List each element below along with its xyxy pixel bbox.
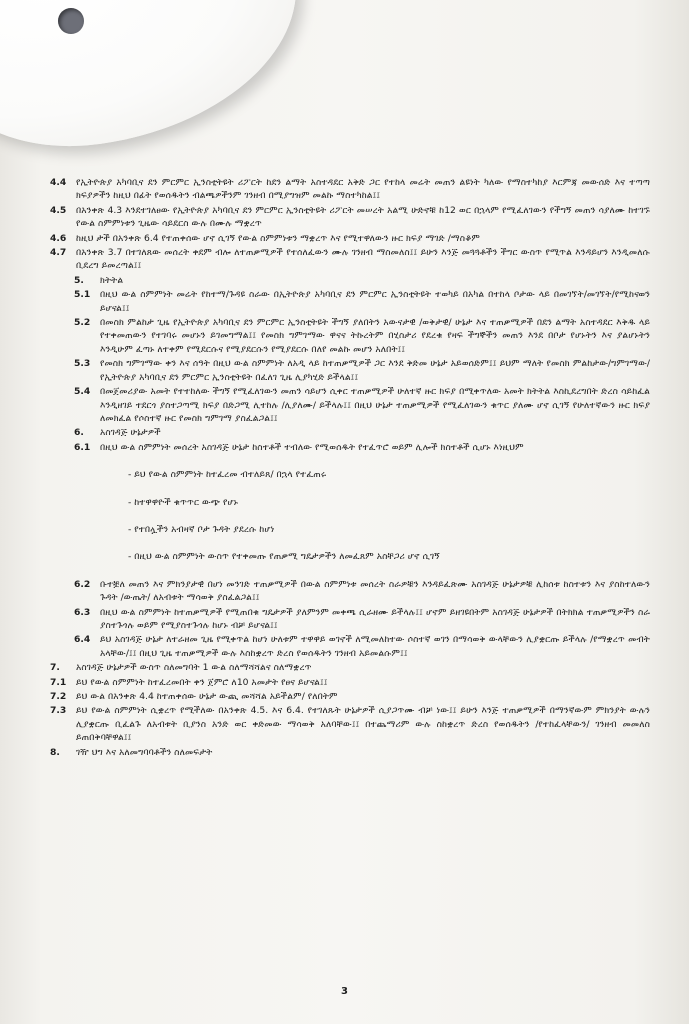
- clause-text: በመስክ ምልከታ ጊዜ የኢትዮጵያ አካባቢና ደን ምርምር ኢንስቲትዩት ችግኝ ያለበትን አውናታዊ /ወቅታዊ/ ሁኔታ እና ተጠቃሚዎች በደን ልማት አስተዳደር እቅዱ ላይ የተቀመጠውን የተገባሩ መሆኑን ይገመግማል፤፤ የመስክ ግምገማው ዋናና ትኩረትም በሂስታሪ የደረቁ የዛፍ ችግኞችን መጠን እንደ በቦታ የሆኑትን እና ያልሆኑትን እንዲሁም ፈጣኑ ለተቀም የሚደርሱና የሚያደርሱን የሚያደርሱ በለየ መልኩ መሆን አለበት፤፤: [100, 317, 650, 355]
- clause-5-3: [74, 357, 650, 384]
- clause-text: ይህ ውል በአንቀጽ 4.4 ከተጠቀሰው ሁኔታ ውጪ መሻሻል አይችልም/ የለበትም: [76, 691, 338, 702]
- clause-5-2: [74, 316, 650, 356]
- clause-7-3: [50, 704, 650, 744]
- clause-text: በዚህ ውል ስምምነት ከተጠቃሚዎች የሚጠበቁ ግዴታዎች ያለምንም መቀጫ ሲራዘሙ ይችላሉ፤፤ ሆኖም ይዘገዩበትም አስገዳጅ ሁኔታዎች በትክክል ተጠቃሚዎችን ስራ ያስተጉጎሉ ወይም የሚያስተጉጎሉ ከሆኑ ብቻ ይሆናል፤፤: [100, 606, 650, 631]
- section-7-heading: [50, 661, 650, 674]
- bullet-item: - በዚህ ውል ስምምነት ውስጥ የተቀመጡ የጠቃሚ ግዴታዎችን ለመፈጸም አስቸጋሪ ሆኖ ሲገኝ: [128, 551, 440, 563]
- clause-text: በዚህ ውል ስምምነት መሰረት አስገዳጅ ሁኔታ ከስተቶች ተብለው የሚወሰዱት የተፈጥሮ ወይም ሊሎች ክስተቶች ሲሆኑ እነዚህም: [100, 441, 524, 453]
- section-8-heading: [50, 746, 650, 759]
- clause-text: በአንቀጽ 3.7 በተገለጸው መሰረት ቀደም ብሎ ለተጠቃሚዎች የተሰለፈውን ሙሉ ገንዘብ ማስመለስ፤፤ ይሁን እንጅ መጓጓቶችን ችግር ውስጥ የሚጥል እንዳይሆን እንዲመለሱ ቢደረግ ይመረጣል፤፤: [76, 247, 650, 272]
- clause-number: 4.7: [50, 247, 67, 259]
- section-number: 8.: [50, 746, 60, 758]
- section-number: 5.: [74, 274, 84, 286]
- clause-number: 5.1: [74, 289, 91, 301]
- clause-4-7: [50, 246, 650, 273]
- clause-number: 7.2: [50, 691, 67, 702]
- clause-text: ይህ አስገዳጅ ሁኔታ ለተራዘመ ጊዜ የሚቀጥል ከሆነ ሁለቱም ተዋዋይ ወገኖች ለሚመለከተው ሶስተኛ ወገን በማሳወቅ ውላቸውን ሊያቋርጡ ይችላሉ /የማቋረጥ መብት አላቸው/፤፤ በዚህ ጊዜ ተጠቃሚዎች ውሉ እስከቋረጥ ድረስ የወሰዱትን ገንዘብ አይመልሱም፤፤: [100, 634, 650, 659]
- clause-text: የኢትዮጵያ አካባቢና ደን ምርምር ኢንስቲትዩት ሪፖርት ከደን ልማት አስተዳደር አቅድ ጋር የተከላ መሬት መጠን ልዩነት ካለው የማስተካከያ እርምጃ መውሰድ እና ተጣጣ ክፍያዎችን ከዚህ በፊት የወሰዱትን ብልጫዎችንም ገንዘብ በሚያግዝም መልኩ ማስተካከል፤፤: [76, 177, 650, 202]
- bullet-item: - የተበሏችን አብዛኛ ቦታ ጉዳት ያደረሱ ከሆነ: [128, 523, 275, 535]
- bullet-item: - ይህ የውል ስምምነት ከተፈረመ ብተለይጸ/ በኋላ የተፈጠሩ: [128, 469, 327, 481]
- clause-number: 5.3: [74, 358, 91, 370]
- folded-corner: [0, 0, 314, 164]
- section-title: አስገዳጅ ሁኔታዎች ውስጥ ስለመግባት 1 ውል ስለማሻሻልና ስለማቋረጥ: [76, 662, 312, 674]
- clause-number: 6.1: [74, 441, 91, 453]
- clause-6-1: [74, 441, 650, 454]
- page-number: 3: [341, 986, 348, 997]
- clause-text: ቡተቿለ መጠን እና ምክንያታዊ በሆነ መንገድ ተጠቃሚዎች በውል ስምምነቱ መሰረት ስራዎቹን እንዳይፈጽሙ አስገዳጅ ሁኔታዎቹ ሊከሰቱ ከስተቱን እና ያስከተለውን ጉዳት /ውጤት/ ለአብቱት ማሳወቅ ያስፈልጋል፤፤: [100, 578, 650, 604]
- section-6-heading: [74, 426, 650, 439]
- clause-4-4: [50, 176, 650, 203]
- clause-5-4: [74, 385, 650, 425]
- clause-6-4: [74, 633, 650, 660]
- clause-4-6: [50, 232, 650, 245]
- clause-6-3: [74, 606, 650, 633]
- punch-hole: [58, 8, 84, 34]
- clause-text: የመስክ ግምገማው ቀን እና ሰዓት በዚህ ውል ስምምነት ለአዲ ላይ ከተጠቃሚዎች ጋር እንደ ቅድመ ሁኔታ አይወሰድም፤፤ ይህም ማለት የመስክ ምልከታው/ግምገማው/ የኢትዮጵያ አካባቢና ደን ምርምር ኢንስቲትዩት በፈለገ ጊዜ ሊያካሂድ ይችላል፤፤: [100, 358, 650, 383]
- section-5-heading: [74, 274, 650, 287]
- section-title: ገዥ ህግ እና አለመግባባቶችን ስለመፍታት: [76, 746, 213, 758]
- section-number: 7.: [50, 662, 60, 674]
- clause-number: 6.2: [74, 578, 91, 590]
- bullet-item: - ከተዋዋዮች ቁጥጥር ውጭ የሆኑ: [128, 496, 239, 508]
- clause-text: ከዚህ ታች በአንቀጽ 6.4 የተጠቀሰው ሆኖ ሲገኝ የውል ስምምነቱን ማቋረጥ እና የሚተዋለውን ዙር ክፍያ ማገድ /ማስቆም: [76, 232, 481, 244]
- clause-number: 5.2: [74, 317, 91, 329]
- clause-number: 4.6: [50, 232, 67, 244]
- clause-4-5: [50, 204, 650, 231]
- clause-7-2: [50, 690, 650, 703]
- clause-text: በመጀመሪያው አመት የተተከለው ችግኝ የሚፈለገውን መጠን ሳይሆን ሲቀር ተጠቃሚዎች ሁለተኛ ዙር ክፍያ በሚቀጥለው አመት ክትትል እስኪደረግበት ድረስ ሳይከፈል እንዲዘገይ ተደርጎ ያስተጋጣሚ ክፍያ በድጋሚ ሊተከሉ /ሊያለሙ/ ይችላሉ፤፤ በዚህ ሁኔታ ተጠቃሚዎች የሚፈለገውን ቁጥር ያለሙ ሆኖ ሲገኝ የሁለተኛውን ዙር ክፍያ ለመክፈል የሶስተኛ ዙር የመስክ ግምገማ ያስፈልጋል፤፤: [100, 386, 650, 424]
- clause-text: ይህ የውል ስምምነት ከተፈረመበት ቀን ጀምሮ ለ10 አመታት የፀና ይሆናል፤፤: [76, 676, 328, 688]
- clause-number: 6.3: [74, 606, 91, 618]
- clause-6-2: [74, 578, 650, 605]
- clause-number: 5.4: [74, 386, 91, 398]
- clause-5-1: [74, 288, 650, 315]
- clause-7-1: [50, 676, 650, 689]
- section-number: 6.: [74, 427, 84, 439]
- section-title: አስገዳጅ ሁኔታዎች: [100, 427, 161, 439]
- clause-text: በዚህ ውል ስምምነት መሬት የከተማ/ጉዳዩ ስራው በኢትዮጵያ አካባቢና ደን ምርምር ኢንስቲትዩት ተወካይ በአካል በተከላ ቦታው ላይ በመገኘት/መገኘት/የሚከናወን ይሆናል፤፤: [100, 289, 650, 314]
- clause-text: በአንቀጽ 4.3 እንደተገለፀው የኢትዮጵያ አካባቢና ደን ምርምር ኢንስቲትዩት ሪፖርት መሠረት አልሚ ሁድኖቹ ከ12 ወር በኋላም የሚፈለገውን የችግኝ መጠን ሳያለሙ ከተገኙ የውል ስምምነቱን ጊዜው ሳይደርስ ውሉ በሙሉ ማቋረጥ: [76, 204, 650, 230]
- document-body: [50, 176, 650, 760]
- section-title: ክትትል: [100, 274, 124, 286]
- clause-number: 7.1: [50, 676, 67, 688]
- clause-number: 7.3: [50, 705, 67, 717]
- clause-number: 4.4: [50, 177, 67, 188]
- clause-text: ይህ የውል ስምምነት ሲቋረጥ የሚችለው በአንቀጽ 4.5. እና 6.4. የተገለጹት ሁኔታዎች ሲያጋጥሙ ብቻ ነው፤፤ ይሁን እንጅ ተጠቃሚዎች በማንኛውም ምክንያት ውሉን ሊያቋርጡ ቢፈልጉ ለአብቱት ቢያንስ አንድ ወር ቀድመው ማሳወቅ አለባቸው፤፤ በተጨማሪም ውሉ ስከቋረጥ ድረስ የወሰዱትን /የተከፈላቸውን/ ገንዘብ መመለስ ይጠበቅባቸዋል፤፤: [76, 705, 650, 744]
- clause-number: 4.5: [50, 204, 67, 216]
- clause-number: 6.4: [74, 634, 91, 646]
